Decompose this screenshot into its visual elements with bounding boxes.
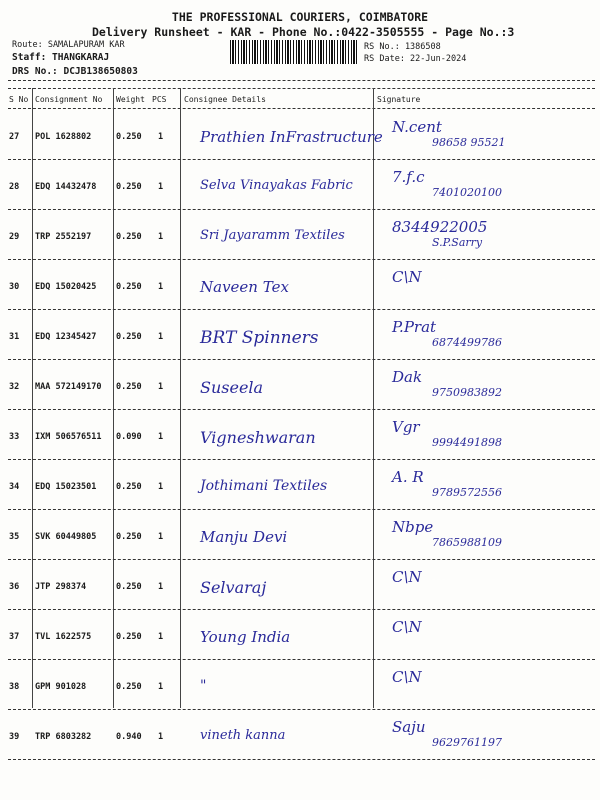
divider: [8, 108, 595, 109]
consignment-number: GPM 901028: [35, 682, 87, 692]
col-header-signature: Signature: [377, 95, 421, 104]
pcs-value: 1: [158, 132, 164, 142]
rs-number: RS No.: 1386508: [364, 42, 441, 52]
consignee-handwriting: Manju Devi: [200, 528, 288, 546]
consignment-number: POL 1628802: [35, 132, 92, 142]
row-divider: [8, 759, 595, 760]
weight-value: 0.250: [116, 582, 142, 592]
route-label: Route: SAMALAPURAM KAR: [12, 40, 125, 50]
table-row: [0, 710, 600, 760]
consignment-number: MAA 572149170: [35, 382, 102, 392]
signature-phone: 6874499786: [432, 336, 502, 349]
consignee-handwriting: Sri Jayaramm Textiles: [200, 228, 345, 243]
signature-handwriting: C\N: [392, 268, 422, 286]
table-row: [0, 360, 600, 410]
consignee-handwriting: Jothimani Textiles: [200, 478, 328, 494]
pcs-value: 1: [158, 532, 164, 542]
pcs-value: 1: [158, 482, 164, 492]
signature-phone: 9994491898: [432, 436, 502, 449]
weight-value: 0.250: [116, 332, 142, 342]
serial-number: 32: [9, 382, 20, 392]
consignment-number: EDQ 15023501: [35, 482, 97, 492]
table-row: [0, 460, 600, 510]
signature-handwriting: C\N: [392, 568, 422, 586]
consignee-handwriting: Selvaraj: [200, 578, 267, 597]
weight-value: 0.250: [116, 132, 142, 142]
signature-handwriting: Saju: [392, 718, 426, 736]
signature-phone: 98658 95521: [432, 136, 506, 149]
consignment-number: JTP 298374: [35, 582, 87, 592]
serial-number: 36: [9, 582, 20, 592]
table-row: [0, 610, 600, 660]
consignment-number: EDQ 15020425: [35, 282, 97, 292]
consignee-handwriting: BRT Spinners: [200, 328, 319, 348]
serial-number: 35: [9, 532, 20, 542]
weight-value: 0.250: [116, 632, 142, 642]
drs-number: DRS No.: DCJB138650803: [12, 66, 138, 77]
signature-handwriting: A. R: [392, 468, 424, 486]
signature-phone: S.P.Sarry: [432, 236, 483, 249]
document-subtitle: Delivery Runsheet - KAR - Phone No.:0422-3505555 - Page No.:3: [92, 25, 515, 39]
pcs-value: 1: [158, 182, 164, 192]
table-row: [0, 510, 600, 560]
weight-value: 0.250: [116, 482, 142, 492]
pcs-value: 1: [158, 332, 164, 342]
consignee-handwriting: vineth kanna: [200, 728, 286, 743]
pcs-value: 1: [158, 232, 164, 242]
signature-handwriting: Vgr: [392, 418, 420, 436]
signature-phone: 7401020100: [432, 186, 502, 199]
consignee-handwriting: Young India: [200, 628, 291, 646]
pcs-value: 1: [158, 632, 164, 642]
consignee-handwriting: ": [200, 678, 207, 694]
weight-value: 0.250: [116, 182, 142, 192]
signature-handwriting: 8344922005: [392, 218, 488, 236]
serial-number: 30: [9, 282, 20, 292]
signature-handwriting: P.Prat: [392, 318, 437, 336]
serial-number: 29: [9, 232, 20, 242]
table-row: [0, 310, 600, 360]
pcs-value: 1: [158, 382, 164, 392]
signature-handwriting: Dak: [392, 368, 423, 386]
weight-value: 0.250: [116, 682, 142, 692]
consignment-number: SVK 60449805: [35, 532, 97, 542]
divider: [8, 80, 595, 81]
signature-handwriting: C\N: [392, 618, 422, 636]
staff-label: Staff: THANGKARAJ: [12, 52, 110, 63]
weight-value: 0.250: [116, 232, 142, 242]
document-title: THE PROFESSIONAL COURIERS, COIMBATORE: [171, 10, 429, 24]
signature-handwriting: 7.f.c: [392, 168, 425, 186]
serial-number: 38: [9, 682, 20, 692]
signature-handwriting: Nbpe: [392, 518, 434, 536]
pcs-value: 1: [158, 432, 164, 442]
serial-number: 33: [9, 432, 20, 442]
table-row: [0, 160, 600, 210]
signature-handwriting: N.cent: [392, 118, 442, 136]
serial-number: 28: [9, 182, 20, 192]
signature-handwriting: C\N: [392, 668, 422, 686]
consignment-number: EDQ 14432478: [35, 182, 97, 192]
consignee-handwriting: Prathien InFrastructure: [200, 128, 383, 146]
table-row: [0, 110, 600, 160]
consignment-number: TRP 2552197: [35, 232, 92, 242]
consignee-handwriting: Suseela: [200, 378, 264, 397]
col-header-pcs: PCS: [152, 95, 167, 104]
table-row: [0, 210, 600, 260]
signature-phone: 9629761197: [432, 736, 502, 749]
pcs-value: 1: [158, 682, 164, 692]
col-header-weight: Weight: [116, 95, 145, 104]
consignee-handwriting: Selva Vinayakas Fabric: [200, 178, 353, 193]
consignment-number: IXM 506576511: [35, 432, 102, 442]
weight-value: 0.250: [116, 282, 142, 292]
rs-date: RS Date: 22-Jun-2024: [364, 54, 467, 64]
pcs-value: 1: [158, 732, 164, 742]
consignment-number: TVL 1622575: [35, 632, 92, 642]
signature-phone: 9789572556: [432, 486, 502, 499]
serial-number: 39: [9, 732, 20, 742]
pcs-value: 1: [158, 282, 164, 292]
signature-phone: 9750983892: [432, 386, 502, 399]
consignment-number: TRP 6803282: [35, 732, 92, 742]
weight-value: 0.940: [116, 732, 142, 742]
consignee-handwriting: Vigneshwaran: [200, 428, 316, 447]
col-header-consignee: Consignee Details: [184, 95, 266, 104]
divider: [8, 88, 595, 89]
pcs-value: 1: [158, 582, 164, 592]
table-row: [0, 410, 600, 460]
weight-value: 0.250: [116, 382, 142, 392]
serial-number: 31: [9, 332, 20, 342]
consignment-number: EDQ 12345427: [35, 332, 97, 342]
weight-value: 0.090: [116, 432, 142, 442]
table-row: [0, 660, 600, 710]
serial-number: 37: [9, 632, 20, 642]
consignee-handwriting: Naveen Tex: [200, 278, 289, 296]
serial-number: 34: [9, 482, 20, 492]
col-header-sno: S No: [9, 95, 29, 104]
serial-number: 27: [9, 132, 20, 142]
table-row: [0, 260, 600, 310]
signature-phone: 7865988109: [432, 536, 502, 549]
weight-value: 0.250: [116, 532, 142, 542]
barcode: [230, 40, 358, 64]
col-header-consignment: Consignment No: [35, 95, 103, 104]
table-row: [0, 560, 600, 610]
